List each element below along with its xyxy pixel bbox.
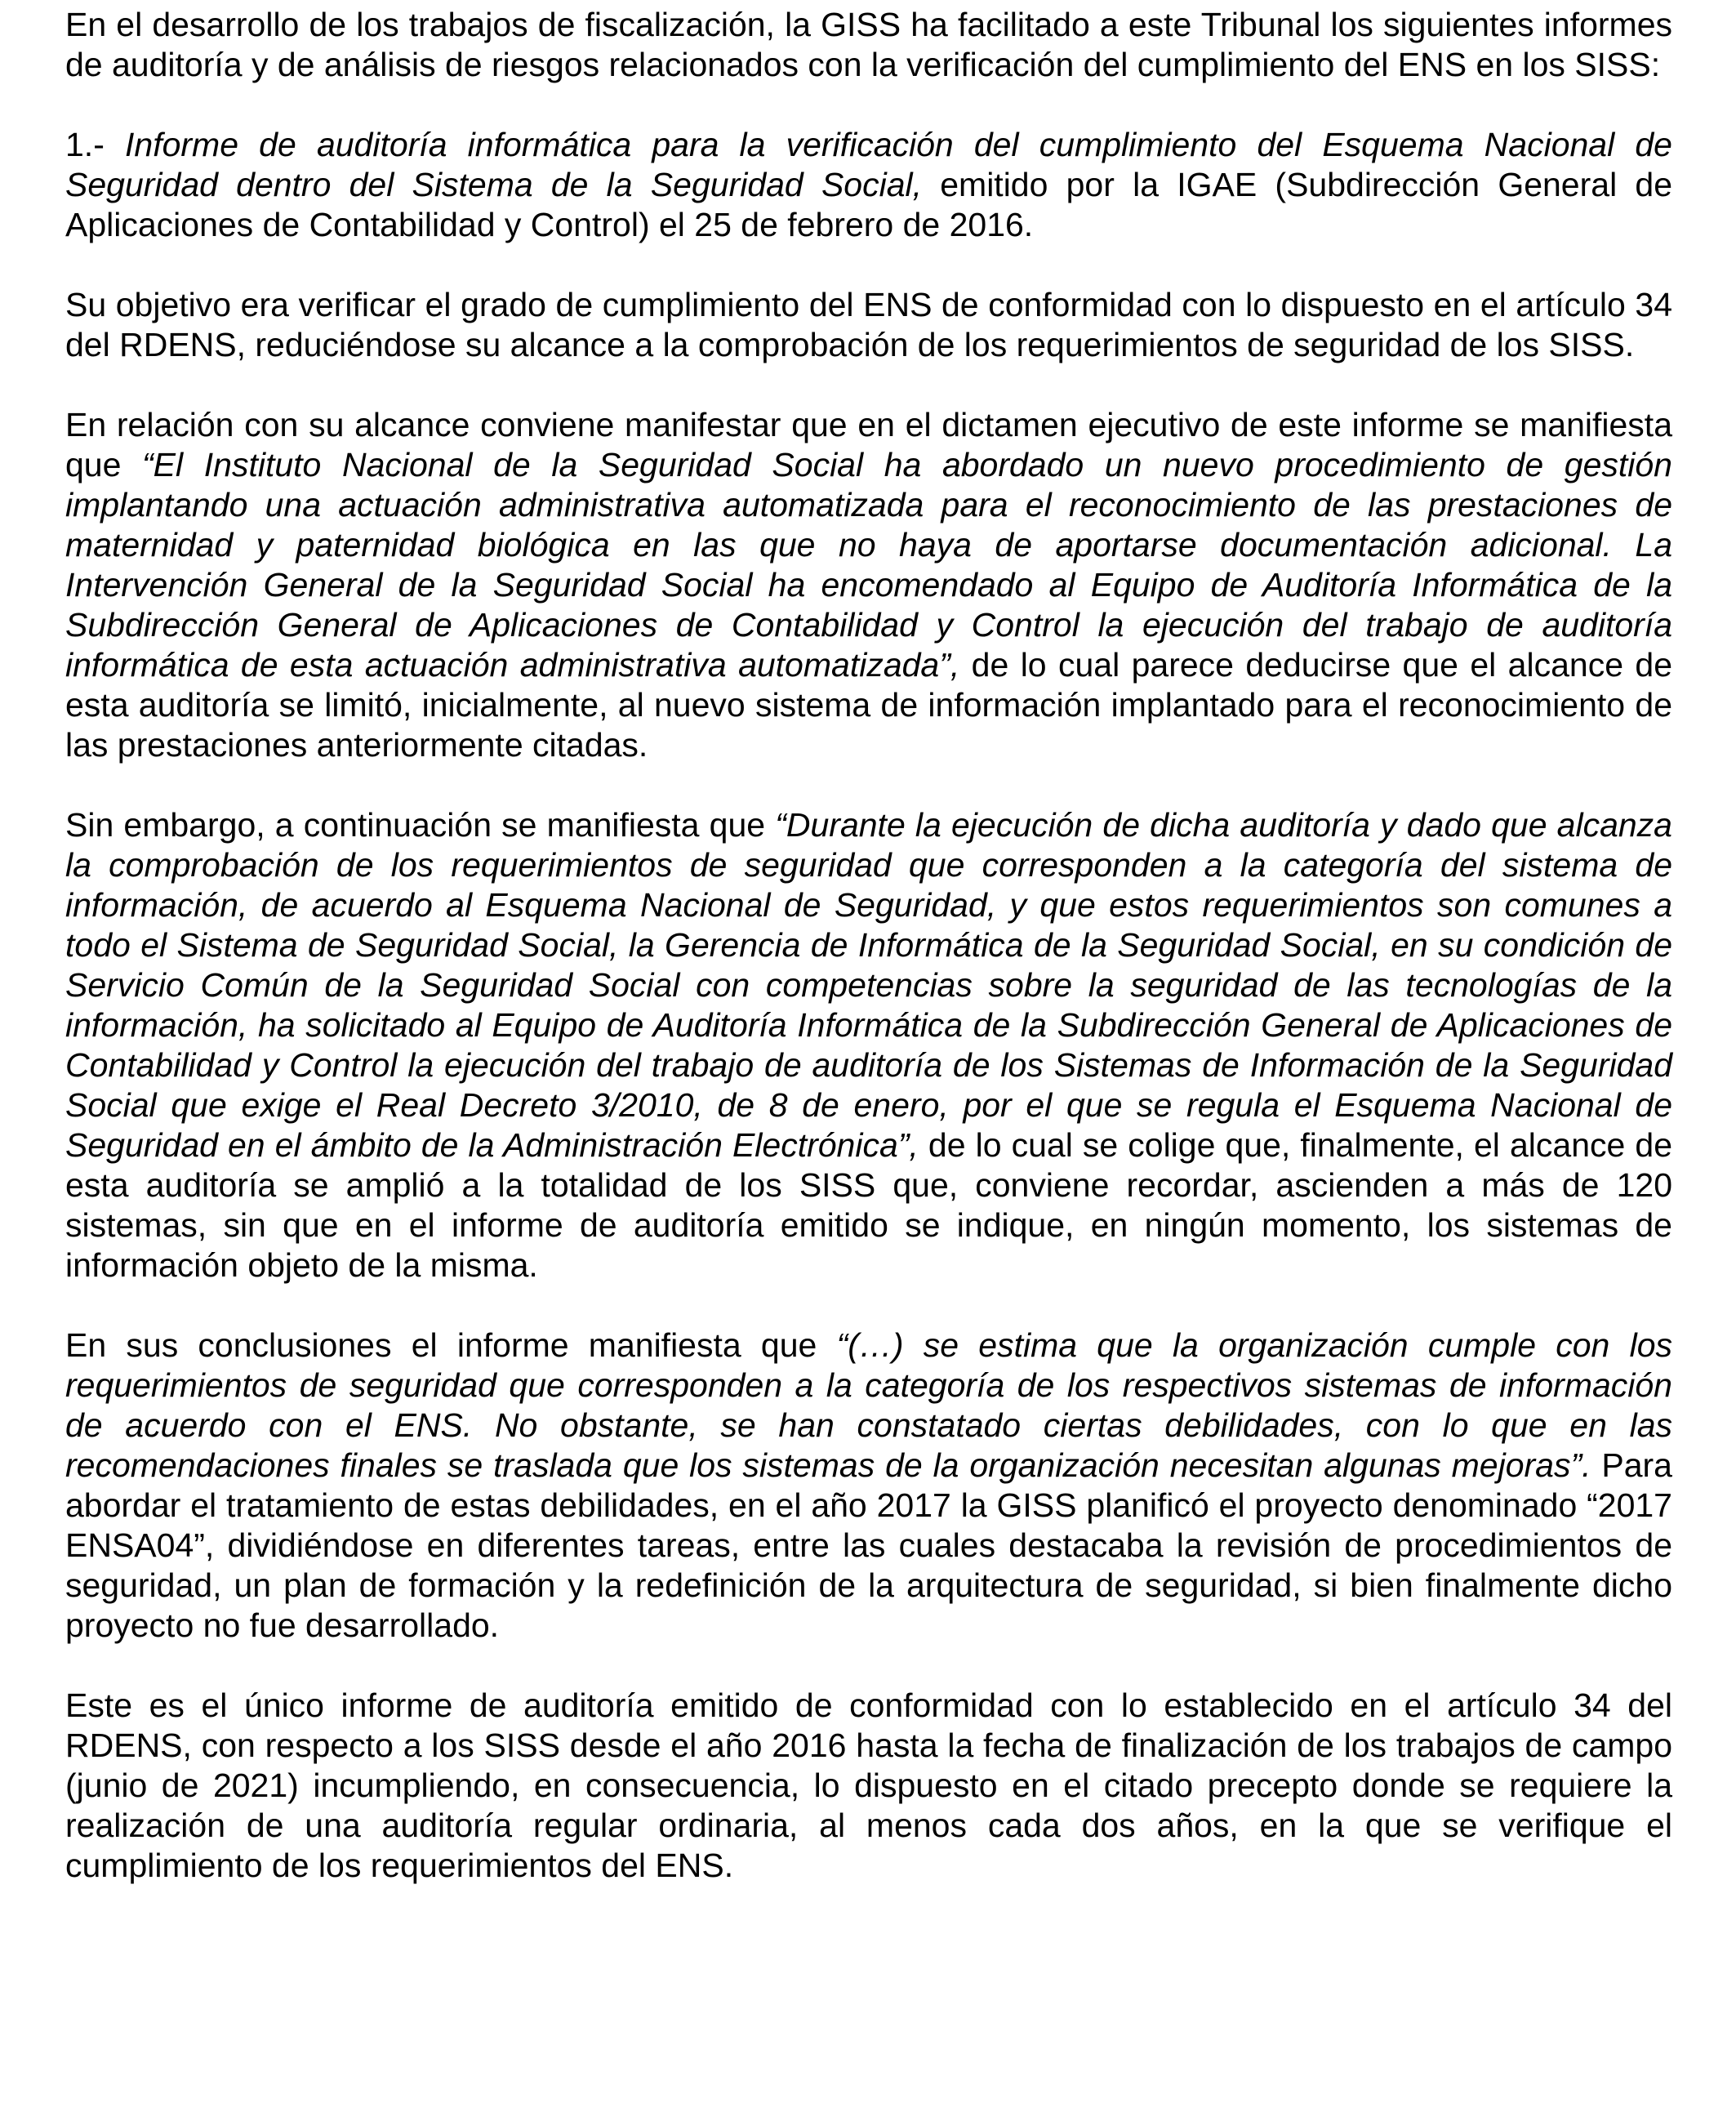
text-run-italic: “El Instituto Nacional de la Seguridad Social ha abordado un nuevo procedimiento de gestión implantando una actuación administrativa automatizada para el reconocimiento de las prestaciones de maternidad y paternidad biológica en las que no haya de aportarse documentación adicional. La Intervención General de la Seguridad Social ha encomendado al Equipo de Auditoría Informática de la Subdirección General de Aplicaciones de Contabilidad y Control la ejecución del trabajo de auditoría informática de esta actuación administrativa automatizada”, bbox=[65, 446, 1672, 684]
text-run: Sin embargo, a continuación se manifiesta que bbox=[65, 806, 776, 844]
text-run: En el desarrollo de los trabajos de fiscalización, la GISS ha facilitado a este Tribunal los siguientes informes de auditoría y de análisis de riesgos relacionados con la verificación del cumplimiento del ENS en los SISS: bbox=[65, 6, 1672, 83]
paragraph-scope-extension-quote bbox=[65, 805, 1672, 1285]
text-run-italic: “(…) se estima que la organización cumple con los requerimientos de seguridad que corresponden a la categoría de los respectivos sistemas de información de acuerdo con el ENS. No obstante, se han constatado ciertas debilidades, con lo que en las recomendaciones finales se traslada que los sistemas de la organización necesitan algunas mejoras”. bbox=[65, 1326, 1672, 1484]
paragraph-conclusions-quote bbox=[65, 1326, 1672, 1646]
text-run: de lo cual parece deducirse que el alcance de esta auditoría se limitó, inicialmente, al nuevo sistema de información implantado para el reconocimiento de las prestaciones anteriormente citadas. bbox=[65, 646, 1673, 764]
text-run: emitido por la IGAE (Subdirección General de Aplicaciones de Contabilidad y Control) el 25 de febrero de 2016. bbox=[65, 166, 1672, 243]
text-run: Su objetivo era verificar el grado de cumplimiento del ENS de conformidad con lo dispuesto en el artículo 34 del RDENS, reduciéndose su alcance a la comprobación de los requerimientos de seguridad de los SISS. bbox=[65, 286, 1672, 363]
paragraph-intro bbox=[65, 5, 1672, 85]
paragraph-closing bbox=[65, 1686, 1672, 1886]
paragraph-scope-quote bbox=[65, 405, 1672, 765]
text-run: Para abordar el tratamiento de estas debilidades, en el año 2017 la GISS planificó el proyecto denominado “2017 ENSA04”, dividiéndose en diferentes tareas, entre las cuales destacaba la revisión de procedimientos de seguridad, un plan de formación y la redefinición de la arquitectura de seguridad, si bien finalmente dicho proyecto no fue desarrollado. bbox=[65, 1446, 1672, 1644]
paragraph-report-1-title bbox=[65, 125, 1672, 245]
paragraph-objective bbox=[65, 285, 1672, 365]
text-run: de lo cual se colige que, finalmente, el alcance de esta auditoría se amplió a la totalidad de los SISS que, conviene recordar, ascienden a más de 120 sistemas, sin que en el informe de auditoría emitido se indique, en ningún momento, los sistemas de información objeto de la misma. bbox=[65, 1126, 1672, 1284]
text-run: En relación con su alcance conviene manifestar que en el dictamen ejecutivo de este informe se manifiesta que bbox=[65, 406, 1672, 483]
text-run-italic: Informe de auditoría informática para la verificación del cumplimiento del Esquema Nacional de Seguridad dentro del Sistema de la Seguridad Social, bbox=[65, 126, 1672, 203]
text-run-italic: “Durante la ejecución de dicha auditoría y dado que alcanza la comprobación de los requerimientos de seguridad que corresponden a la categoría del sistema de información, de acuerdo al Esquema Nacional de Seguridad, y que estos requerimientos son comunes a todo el Sistema de Seguridad Social, la Gerencia de Informática de la Seguridad Social, en su condición de Servicio Común de la Seguridad Social con competencias sobre la seguridad de las tecnologías de la información, ha solicitado al Equipo de Auditoría Informática de la Subdirección General de Aplicaciones de Contabilidad y Control la ejecución del trabajo de auditoría de los Sistemas de Información de la Seguridad Social que exige el Real Decreto 3/2010, de 8 de enero, por el que se regula el Esquema Nacional de Seguridad en el ámbito de la Administración Electrónica”, bbox=[65, 806, 1672, 1164]
text-run: Este es el único informe de auditoría emitido de conformidad con lo establecido en el artículo 34 del RDENS, con respecto a los SISS desde el año 2016 hasta la fecha de finalización de los trabajos de campo (junio de 2021) incumpliendo, en consecuencia, lo dispuesto en el citado precepto donde se requiere la realización de una auditoría regular ordinaria, al menos cada dos años, en la que se verifique el cumplimiento de los requerimientos del ENS. bbox=[65, 1686, 1672, 1884]
text-run: 1.- bbox=[65, 126, 126, 163]
text-run: En sus conclusiones el informe manifiesta que bbox=[65, 1326, 837, 1364]
